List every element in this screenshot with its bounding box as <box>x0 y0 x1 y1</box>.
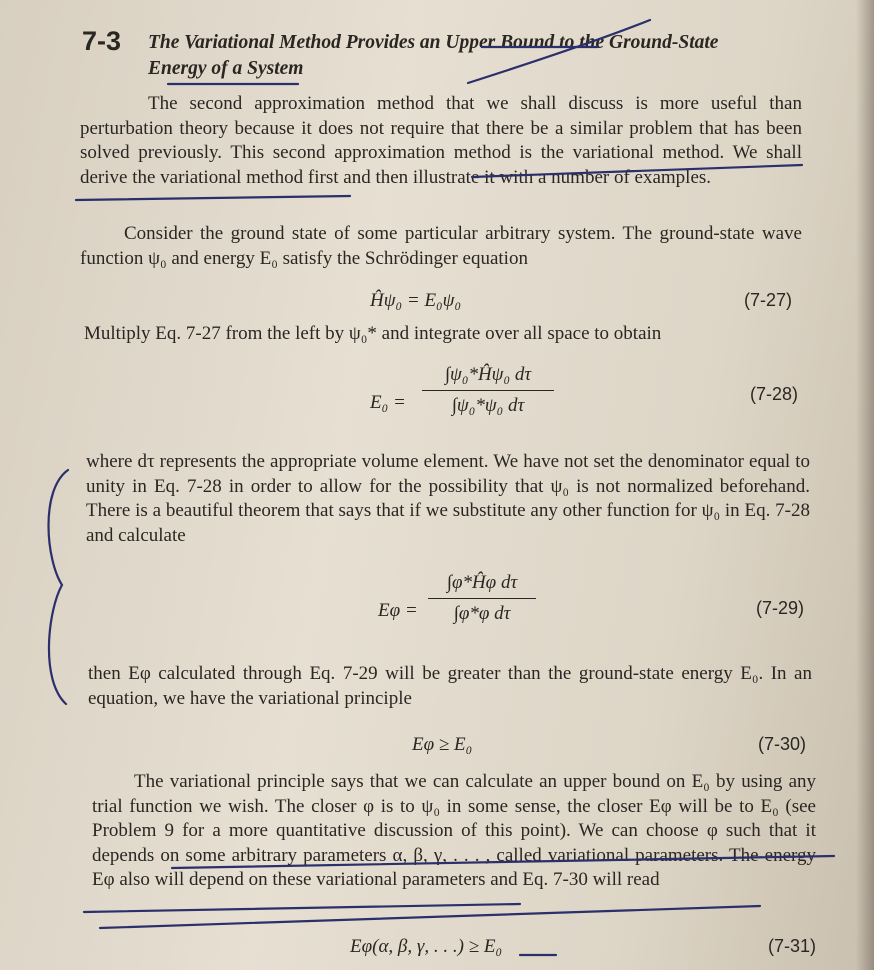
paragraph-4: where dτ represents the appropriate volume element. We have not set the denominator equal to unity in Eq. 7-28 in order to allow for the possibility that ψ₀ is not normalized beforehand. There is a beautiful theorem that says that if we substitute any other function for ψ₀ in Eq. 7-28 and calculate <box>86 451 810 546</box>
page-edge-shadow <box>856 0 874 970</box>
paragraph-5: then Eφ calculated through Eq. 7-29 will be greater than the ground-state energy E₀. In an equation, we have the variational principle <box>88 663 812 709</box>
equation-number-7-31: (7-31) <box>768 936 817 956</box>
equation-7-29-fraction <box>428 572 536 625</box>
equation-7-29-lhs: Eφ = <box>378 600 418 621</box>
paragraph-6: The variational principle says that we can calculate an upper bound on E₀ by using any trial function we wish. The closer φ is to ψ₀ in some sense, the closer Eφ will be to E₀ (see Problem 9 for a more quantitative discussion of this point). We can choose φ such that it depends on some arbitrary parameters α, β, γ, . . . , called variational parameters. The energy Eφ also will depend on these variational parameters and Eq. 7-30 will read <box>92 771 816 890</box>
margin-bracket <box>49 470 69 704</box>
underline-will-read <box>100 906 760 928</box>
equation-7-31: Eφ(α, β, γ, . . .) ≥ E₀ <box>350 936 503 957</box>
equation-number-7-30: (7-30) <box>758 734 807 754</box>
underline-variational-method <box>76 196 350 200</box>
equation-7-27: Ĥψ₀ = E₀ψ₀ <box>370 290 462 311</box>
equation-7-29-denominator: ∫φ*φ dτ <box>453 603 511 624</box>
fraction-bar <box>422 390 554 391</box>
equation-number-7-27: (7-27) <box>744 290 793 310</box>
equation-7-29-numerator: ∫φ*Ĥφ dτ <box>446 572 518 593</box>
equation-number-7-28: (7-28) <box>750 384 799 404</box>
underline-variational-parameters <box>84 904 520 912</box>
equation-7-30: Eφ ≥ E₀ <box>412 734 473 755</box>
equation-7-28-lhs: E₀ = <box>370 392 406 413</box>
equation-7-28-fraction <box>422 364 554 417</box>
paragraph-1: The second approximation method that we shall discuss is more useful than perturbation theory because it does not require that there be a similar problem that has been solved previously. This second approximation method is the variational method. We shall derive the variational method first and then illustrate it with a number of examples. <box>80 93 802 188</box>
fraction-bar <box>428 598 536 599</box>
paragraph-3: Multiply Eq. 7-27 from the left by ψ₀* and integrate over all space to obtain <box>84 323 662 344</box>
section-title: The Variational Method Provides an Upper Bound to the Ground-State Energy of a System <box>148 32 719 79</box>
section-number: 7-3 <box>82 26 122 56</box>
paragraph-2: Consider the ground state of some particular arbitrary system. The ground-state wave function ψ₀ and energy E₀ satisfy the Schrödinger equation <box>80 223 802 269</box>
equation-number-7-29: (7-29) <box>756 598 805 618</box>
equation-7-28-numerator: ∫ψ₀*Ĥψ₀ dτ <box>444 364 532 385</box>
equation-7-28-denominator: ∫ψ₀*ψ₀ dτ <box>451 395 525 416</box>
